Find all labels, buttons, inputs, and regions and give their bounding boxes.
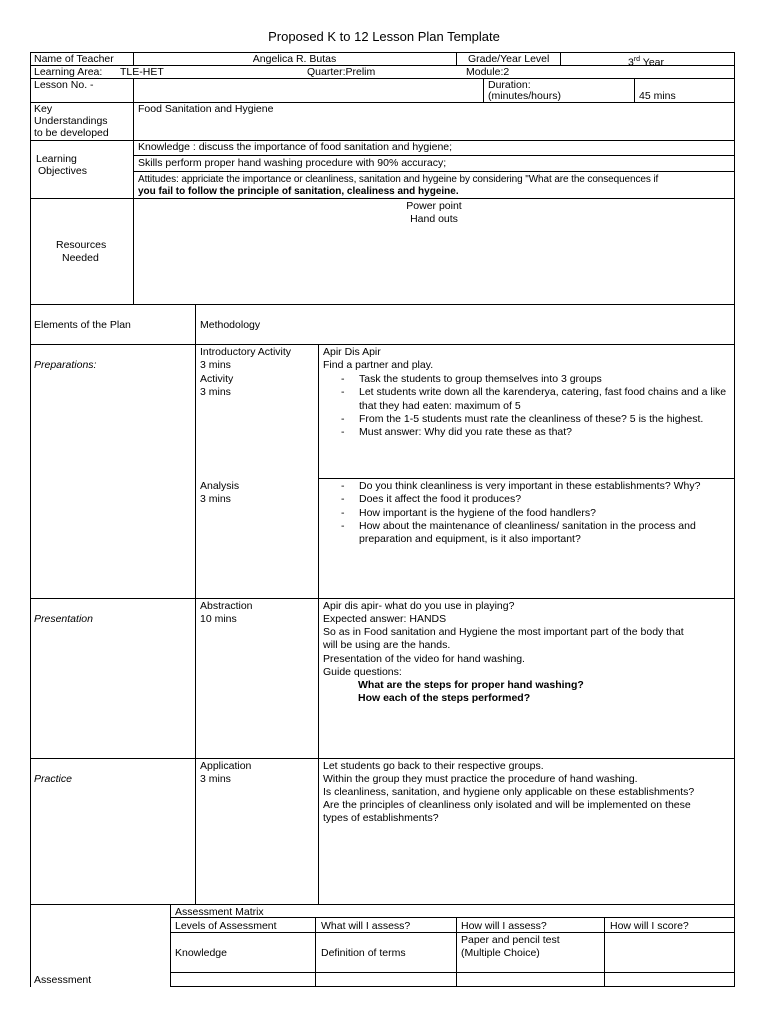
row-how-2: (Multiple Choice) [461, 947, 540, 959]
resources-label: Resources [56, 239, 107, 251]
intro-activity-text: Apir Dis Apir [323, 346, 381, 358]
list-item: - Do you think cleanliness is very important in these establishments? Why? [341, 480, 731, 493]
application-label: Application [200, 760, 252, 772]
duration-unit-label: (minutes/hours) [488, 90, 561, 102]
guide-question: What are the steps for proper hand washing? [358, 679, 584, 691]
intro-activity-label: Introductory Activity [200, 346, 292, 358]
row-what: Definition of terms [321, 947, 406, 959]
objective-attitudes: Attitudes: appriciate the importance or cleanliness, sanitation and hygeine by considering "What are the consequences if [138, 174, 659, 185]
abstraction-text: So as in Food sanitation and Hygiene the most important part of the body that [323, 626, 684, 638]
abstraction-time: 10 mins [200, 613, 237, 625]
lesson-no-label: Lesson No. - [34, 79, 94, 91]
abstraction-text: Presentation of the video for hand washing. [323, 653, 525, 665]
teacher-name: Angelica R. Butas [252, 53, 337, 65]
key-understanding: Food Sanitation and Hygiene [138, 103, 274, 115]
row-level: Knowledge [175, 947, 227, 959]
module: Module:2 [466, 66, 510, 78]
application-text: Are the principles of cleanliness only isolated and will be implemented on these [323, 799, 691, 811]
practice-label: Practice [34, 773, 72, 785]
duration-value: 45 mins [639, 90, 676, 102]
methodology-header: Methodology [200, 319, 261, 331]
abstraction-text: Guide questions: [323, 666, 402, 678]
list-item: - How about the maintenance of cleanliness/ sanitation in the process and preparation and equipment, is it also important? [341, 520, 731, 547]
teacher-label: Name of Teacher [34, 53, 114, 65]
list-item: - Must answer: Why did you rate these as that? [341, 426, 731, 439]
list-item: - Let students write down all the karenderya, catering, fast food chains and a like that they had eaten: maximum of 5 [341, 386, 731, 413]
resource-item: Power point [406, 200, 462, 212]
key-label-3: to be developed [34, 127, 109, 139]
presentation-label: Presentation [34, 613, 93, 625]
list-item: - Does it affect the food it produces? [341, 493, 731, 506]
analysis-list [341, 480, 731, 546]
application-text: types of establishments? [323, 812, 439, 824]
assessment-matrix-label: Assessment Matrix [175, 906, 264, 918]
assessment-label: Assessment [34, 974, 92, 986]
col-what: What will I assess? [321, 920, 411, 932]
objective-skills: Skills perform proper hand washing procedure with 90% accuracy; [138, 157, 447, 169]
learning-area-value: TLE-HET [120, 66, 164, 78]
objectives-label-2: Objectives [38, 165, 88, 177]
abstraction-label: Abstraction [200, 600, 253, 612]
application-time: 3 mins [200, 773, 231, 785]
list-item: - Task the students to group themselves into 3 groups [341, 373, 731, 386]
grade-value: 3rd Year [628, 56, 665, 69]
application-text: Within the group they must practice the procedure of hand washing. [323, 773, 638, 785]
key-label: Key [34, 103, 53, 115]
abstraction-text: Apir dis apir- what do you use in playing? [323, 600, 515, 612]
activity-time: 3 mins [200, 386, 231, 398]
activity-label: Activity [200, 373, 234, 385]
col-score: How will I score? [610, 920, 689, 932]
resources-label-2: Needed [62, 252, 99, 264]
intro-activity-time: 3 mins [200, 359, 231, 371]
grade-label: Grade/Year Level [468, 53, 550, 65]
preparations-label: Preparations: [34, 359, 97, 371]
objective-knowledge: Knowledge : discuss the importance of food sanitation and hygiene; [138, 141, 453, 153]
duration-label: Duration: [488, 79, 531, 91]
objective-attitudes-2: you fail to follow the principle of sanitation, clealiness and hygeine. [138, 186, 459, 197]
list-item: - From the 1-5 students must rate the cleanliness of these? 5 is the highest. [341, 413, 731, 426]
quarter: Quarter:Prelim [307, 66, 376, 78]
abstraction-text: Expected answer: HANDS [323, 613, 447, 625]
objectives-label: Learning [36, 153, 77, 165]
application-text: Let students go back to their respective groups. [323, 760, 544, 772]
intro-activity-text-2: Find a partner and play. [323, 359, 434, 371]
page-title: Proposed K to 12 Lesson Plan Template [268, 29, 500, 44]
guide-question: How each of the steps performed? [358, 692, 531, 704]
row-how: Paper and pencil test [461, 934, 560, 946]
analysis-label: Analysis [200, 480, 240, 492]
application-text: Is cleanliness, sanitation, and hygiene only applicable on these establishments? [323, 786, 695, 798]
col-levels: Levels of Assessment [175, 920, 277, 932]
elements-header: Elements of the Plan [34, 319, 131, 331]
resource-item: Hand outs [410, 213, 458, 225]
learning-area-label: Learning Area: [34, 66, 103, 78]
activity-list [341, 373, 731, 439]
col-how: How will I assess? [461, 920, 547, 932]
analysis-time: 3 mins [200, 493, 231, 505]
key-label-2: Understandings [34, 115, 108, 127]
abstraction-text: will be using are the hands. [323, 639, 451, 651]
list-item: - How important is the hygiene of the food handlers? [341, 507, 731, 520]
